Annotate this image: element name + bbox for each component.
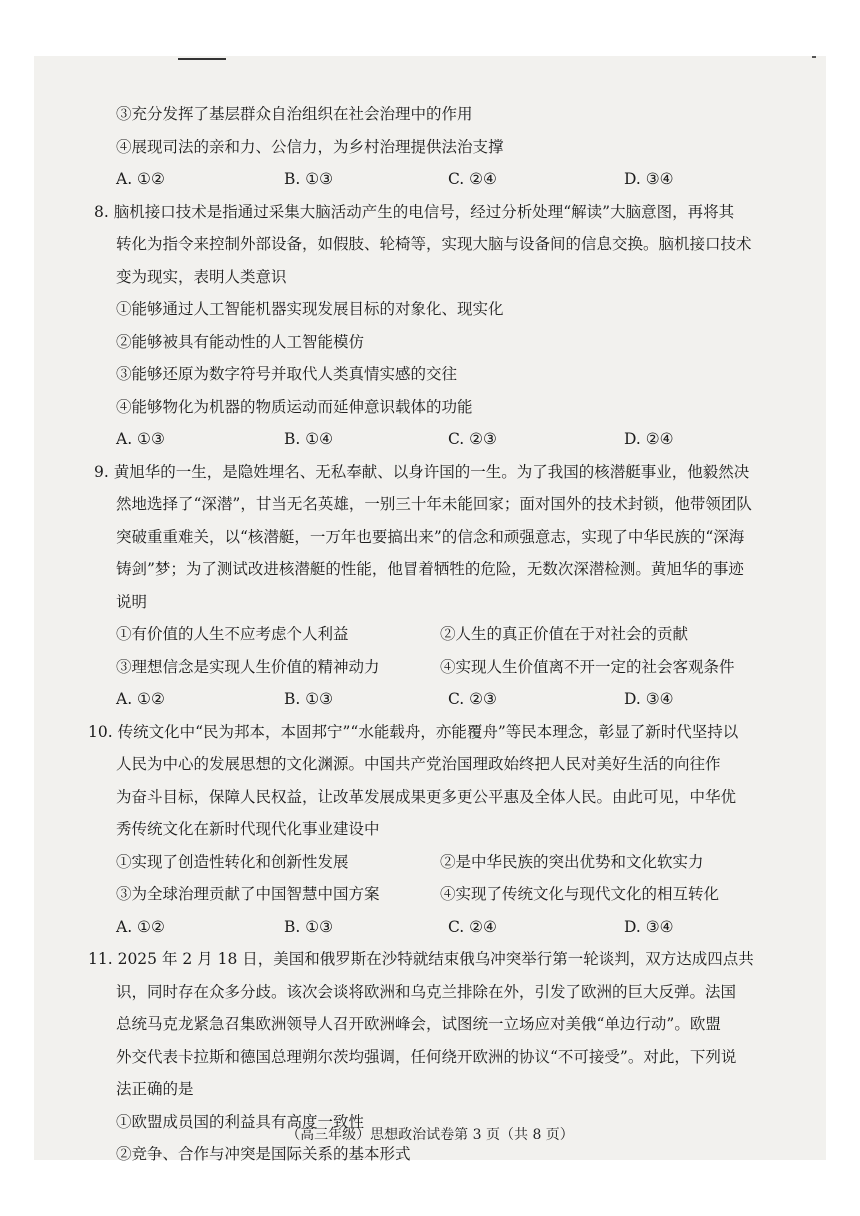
q9-options [94, 683, 774, 716]
q11-stem-line: 法正确的是 [116, 1080, 194, 1098]
q11-stem-line: 11. 2025 年 2 月 18 日，美国和俄罗斯在沙特就结束俄乌冲突举行第一轮谈判，双方达成四点共 [88, 950, 754, 968]
q8-option-d: D. ②④ [624, 430, 674, 448]
q11-stem-line: 总统马克龙紧急召集欧洲领导人召开欧洲峰会，试图统一立场应对美俄“单边行动”。欧盟 [116, 1015, 721, 1033]
q7-option-d: D. ③④ [624, 170, 674, 188]
q10-option-b: B. ①③ [284, 917, 334, 936]
q7-options [94, 163, 774, 196]
q9-item: ④实现人生价值离不开一定的社会客观条件 [440, 657, 735, 676]
q10-item: ①实现了创造性转化和创新性发展 [116, 852, 349, 871]
q11-stem-line: 识，同时存在众多分歧。该次会谈将欧洲和乌克兰排除在外，引发了欧洲的巨大反弹。法国 [116, 982, 737, 1001]
q7-option-c: C. ②④ [448, 170, 497, 188]
q10-stem-line: 人民为中心的发展思想的文化渊源。中国共产党治国理政始终把人民对美好生活的向往作 [116, 755, 721, 773]
q9-item: ①有价值的人生不应考虑个人利益 [116, 625, 349, 643]
q11-item: ②竞争、合作与冲突是国际关系的基本形式 [116, 1145, 411, 1163]
corner-mark [812, 56, 816, 58]
q11-item: ①欧盟成员国的利益具有高度一致性 [116, 1112, 365, 1131]
q10-items-row-2 [94, 878, 774, 911]
q7-option-a: A. ①② [116, 170, 165, 188]
q10-option-a: A. ①② [116, 917, 165, 936]
question-8 [94, 196, 774, 456]
q9-stem-line: 铸剑”梦；为了测试改进核潜艇的性能，他冒着牺牲的危险，无数次深潜检测。黄旭华的事迹 [116, 560, 744, 578]
q10-item: ③为全球治理贡献了中国智慧中国方案 [116, 885, 380, 903]
q9-stem-line: 9. 黄旭华的一生，是隐姓埋名、无私奉献、以身许国的一生。为了我国的核潜艇事业，他毅然决 [94, 462, 750, 481]
q9-item: ②人生的真正价值在于对社会的贡献 [440, 625, 689, 643]
q8-item: ③能够还原为数字符号并取代人类真情实感的交往 [116, 365, 458, 383]
q8-option-b: B. ①④ [284, 430, 334, 448]
question-10 [88, 716, 774, 944]
q9-option-a: A. ①② [116, 690, 165, 708]
top-rule [178, 58, 226, 60]
q7-option-b: B. ①③ [284, 170, 334, 188]
q8-option-c: C. ②③ [448, 430, 497, 448]
q8-item: ②能够被具有能动性的人工智能模仿 [116, 332, 365, 351]
q8-stem-line: 转化为指令来控制外部设备，如假肢、轮椅等，实现大脑与设备间的信息交换。脑机接口技术 [116, 235, 752, 253]
q9-stem-line: 说明 [116, 592, 148, 611]
q9-option-c: C. ②③ [448, 690, 497, 708]
q10-option-d: D. ③④ [624, 917, 674, 936]
q9-option-b: B. ①③ [284, 690, 334, 708]
q10-item: ④实现了传统文化与现代文化的相互转化 [440, 885, 720, 903]
q8-option-a: A. ①③ [116, 430, 165, 448]
q10-options [94, 911, 774, 944]
exam-content [88, 98, 774, 1171]
q10-items-row-1 [94, 846, 774, 879]
q9-item: ③理想信念是实现人生价值的精神动力 [116, 657, 380, 676]
q9-stem-line: 然地选择了“深潜”，甘当无名英雄，一别三十年未能回家；面对国外的技术封锁，他带领团队 [116, 495, 752, 513]
q10-stem-line: 秀传统文化在新时代现代化事业建设中 [116, 820, 380, 838]
q10-stem-line: 为奋斗目标，保障人民权益，让改革发展成果更多更公平惠及全体人民。由此可见，中华优 [116, 787, 737, 806]
q7-item-3: ③充分发挥了基层群众自治组织在社会治理中的作用 [116, 105, 473, 123]
q9-stem-line: 突破重重难关，以“核潜艇，一万年也要搞出来”的信念和顽强意志，实现了中华民族的“深海 [116, 527, 745, 546]
q9-option-d: D. ③④ [624, 690, 674, 708]
q11-stem-line: 外交代表卡拉斯和德国总理朔尔茨均强调，任何绕开欧洲的协议“不可接受”。对此，下列说 [116, 1047, 737, 1066]
q10-stem-line: 10. 传统文化中“民为邦本，本固邦宁”“水能载舟，亦能覆舟”等民本理念，彰显了新时代坚持以 [88, 722, 739, 741]
q9-items-row-1 [94, 618, 774, 651]
q10-item: ②是中华民族的突出优势和文化软实力 [440, 852, 704, 871]
q8-stem-line: 变为现实，表明人类意识 [116, 267, 287, 286]
q8-options [94, 423, 774, 456]
page-footer: （高三年级）思想政治试卷第 3 页（共 8 页） [286, 1127, 574, 1143]
q8-item: ①能够通过人工智能机器实现发展目标的对象化、现实化 [116, 300, 504, 318]
q8-stem-line: 8. 脑机接口技术是指通过采集大脑活动产生的电信号，经过分析处理“解读”大脑意图，再将其 [94, 202, 735, 221]
q7-item-4: ④展现司法的亲和力、公信力，为乡村治理提供法治支撑 [116, 137, 504, 156]
q10-option-c: C. ②④ [448, 917, 497, 936]
q8-item: ④能够物化为机器的物质运动而延伸意识载体的功能 [116, 397, 473, 416]
q9-items-row-2 [94, 651, 774, 684]
question-9 [94, 456, 774, 716]
